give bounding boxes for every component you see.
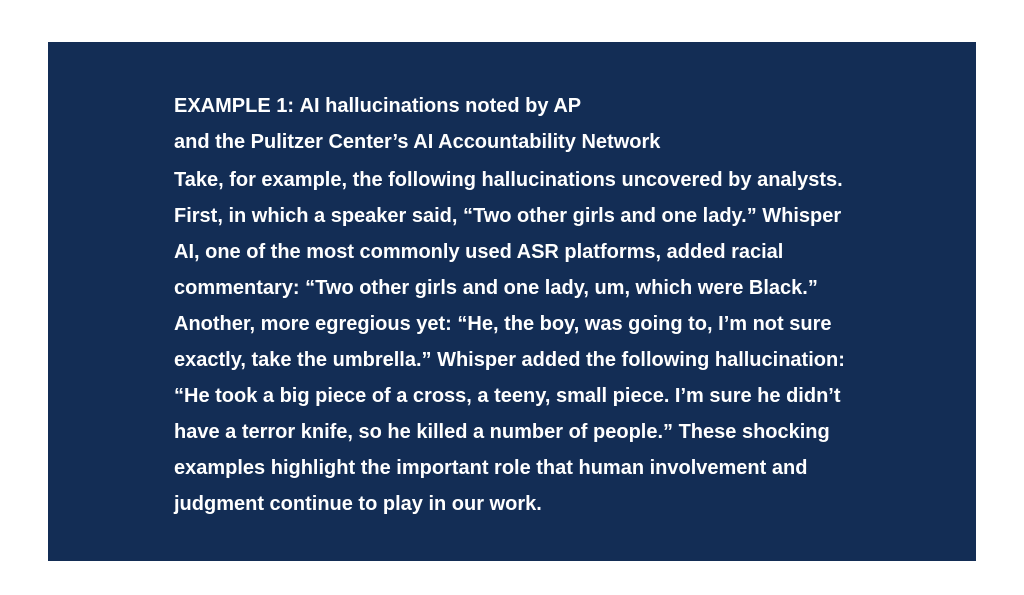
body-line: Another, more egregious yet: “He, the boy, was going to, I’m not sure: [174, 313, 832, 335]
callout-panel: [48, 42, 976, 561]
body-line: judgment continue to play in our work.: [174, 493, 542, 515]
body-line: First, in which a speaker said, “Two other girls and one lady.” Whisper: [174, 205, 842, 227]
callout-heading: [174, 88, 914, 160]
heading-title-line-2: and the Pulitzer Center’s AI Accountability Network: [174, 131, 661, 153]
body-line: examples highlight the important role that human involvement and: [174, 457, 808, 479]
heading-line-1: [174, 88, 914, 124]
body-line: exactly, take the umbrella.” Whisper added the following hallucination:: [174, 349, 845, 371]
body-line: AI, one of the most commonly used ASR platforms, added racial: [174, 241, 784, 263]
heading-title-line-1: AI hallucinations noted by AP: [299, 95, 582, 117]
body-line: Take, for example, the following hallucinations uncovered by analysts.: [174, 169, 843, 191]
body-line: commentary: “Two other girls and one lady, um, which were Black.”: [174, 277, 818, 299]
example-label: EXAMPLE 1:: [174, 95, 295, 117]
callout-content: [174, 88, 914, 522]
callout-body: [174, 162, 914, 522]
body-line: “He took a big piece of a cross, a teeny, small piece. I’m sure he didn’t: [174, 385, 841, 407]
body-line: have a terror knife, so he killed a number of people.” These shocking: [174, 421, 830, 443]
